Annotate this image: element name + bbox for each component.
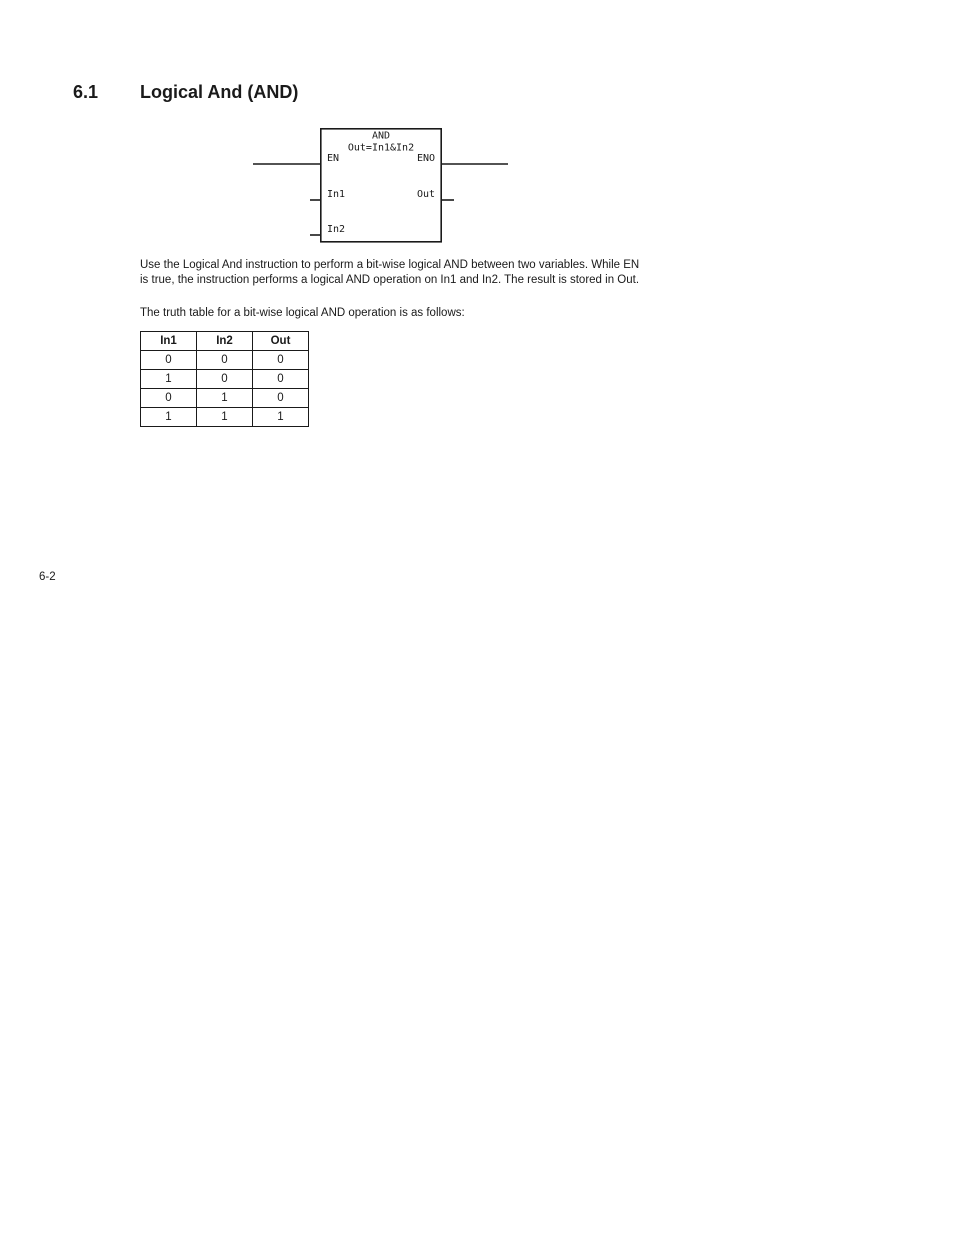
cell-in1: 0 — [141, 351, 197, 370]
pin-eno-label: ENO — [416, 153, 435, 164]
cell-in2: 0 — [197, 370, 253, 389]
cell-out: 0 — [253, 351, 309, 370]
pin-in2-label: In2 — [327, 224, 346, 235]
cell-in2: 0 — [197, 351, 253, 370]
cell-in2: 1 — [197, 408, 253, 427]
section-number: 6.1 — [73, 82, 99, 102]
pin-out-label: Out — [416, 189, 435, 200]
table-row — [141, 351, 309, 370]
header-in1: In1 — [141, 332, 197, 351]
truth-table-intro: The truth table for a bit-wise logical AND operation is as follows: — [140, 307, 465, 319]
table-row — [141, 408, 309, 427]
section-title: Logical And (AND) — [140, 82, 299, 102]
table-row — [141, 370, 309, 389]
pin-en-label: EN — [327, 153, 340, 164]
block-name: AND — [371, 130, 391, 142]
pin-in1-label: In1 — [327, 189, 346, 200]
header-out: Out — [253, 332, 309, 351]
header-in2: In2 — [197, 332, 253, 351]
cell-out: 1 — [253, 408, 309, 427]
truth-table-header-row — [141, 332, 309, 351]
cell-in2: 1 — [197, 389, 253, 408]
truth-table — [140, 331, 309, 427]
block-formula: Out=In1&In2 — [347, 142, 415, 154]
description-paragraph: Use the Logical And instruction to perform a bit-wise logical AND between two variables. While EN is true, the instruction performs a logical AND operation on In1 and In2. The result is stored in Out. — [140, 259, 640, 286]
cell-in1: 0 — [141, 389, 197, 408]
and-function-block-diagram — [250, 125, 512, 247]
page-number: 6-2 — [39, 571, 56, 583]
cell-in1: 1 — [141, 408, 197, 427]
table-row — [141, 389, 309, 408]
cell-out: 0 — [253, 370, 309, 389]
cell-out: 0 — [253, 389, 309, 408]
cell-in1: 1 — [141, 370, 197, 389]
